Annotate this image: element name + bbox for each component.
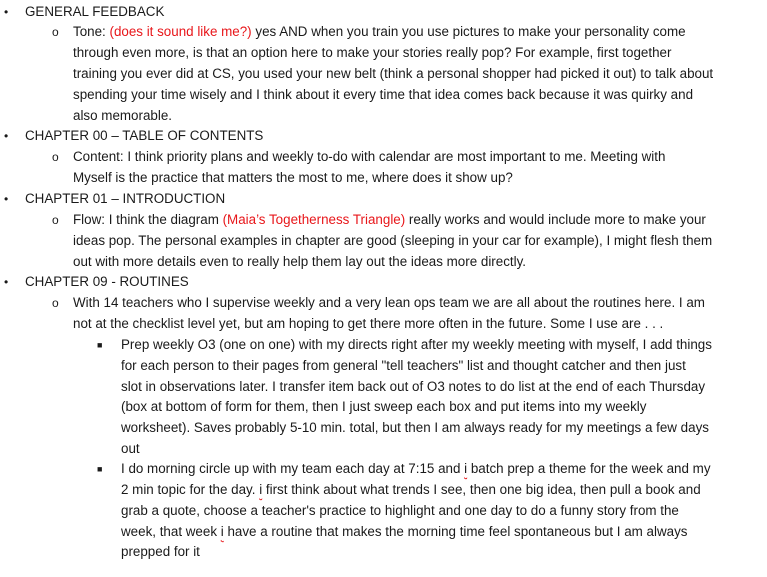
- circle-up-line-2-a: 2 min topic for the day.: [121, 482, 260, 497]
- o3-line-6: out: [121, 441, 140, 456]
- spellcheck-word[interactable]: i: [464, 461, 468, 476]
- tone-line-3: training you ever did at CS, you used your new belt (think a personal shopper had picked it out) to talk about: [73, 66, 714, 81]
- o3-line-2: for each person to their pages from general "tell teachers" list and thought catcher and then just: [121, 358, 686, 373]
- circle-up-line-1-a: I do morning circle up with my team each day at 7:15 and: [121, 461, 465, 476]
- flow-highlight: (Maia’s Togetherness Triangle): [222, 212, 406, 227]
- circle-up-line-1: [121, 459, 711, 479]
- section-heading-chapter-09: CHAPTER 09 - ROUTINES: [25, 274, 189, 289]
- tone-highlight: (does it sound like me?): [109, 24, 252, 39]
- tone-line-1: [73, 22, 686, 42]
- circle-up-line-4-b: have a routine that makes the morning time feel spontaneous but I am always: [223, 524, 688, 539]
- bullet-level1: •: [4, 5, 9, 19]
- circle-up-line-1-b: batch prep a theme for the week and my: [467, 461, 711, 476]
- o3-line-4: (box at bottom of form for them, then I just sweep each box and put items into my weekly: [121, 399, 647, 414]
- circle-up-line-3: grab a quote, choose a teacher's practice to highlight and one day to do a funny story from the: [121, 503, 679, 518]
- tone-line-4: spending your time wisely and I think about it every time that idea comes back because it was quirky and: [73, 87, 694, 102]
- circle-up-line-2-b: first think about what trends I see, then one big idea, then pull a book and: [262, 482, 701, 497]
- bullet-level2: o: [52, 25, 59, 39]
- tone-line-5: also memorable.: [73, 108, 172, 123]
- bullet-level3: ■: [97, 340, 103, 350]
- flow-label: Flow: I think the diagram: [73, 212, 223, 227]
- flow-line-1-rest: really works and would include more to make your: [405, 212, 706, 227]
- routines-line-2: not at the checklist level yet, but am hoping to get there more often in the future. Some I use are . . .: [73, 316, 664, 331]
- content-line-1: Content: I think priority plans and weekly to-do with calendar are most important to me. Meeting with: [73, 149, 666, 164]
- flow-line-2: ideas pop. The personal examples in chapter are good (sleeping in your car for example), I might flesh them: [73, 233, 713, 248]
- section-heading-chapter-01: CHAPTER 01 – INTRODUCTION: [25, 191, 226, 206]
- bullet-level1: •: [4, 275, 9, 289]
- routines-line-1: With 14 teachers who I supervise weekly and a very lean ops team we are all about the routines here. I am: [73, 295, 705, 310]
- bullet-level1: •: [4, 129, 9, 143]
- bullet-level2: o: [52, 213, 59, 227]
- spellcheck-word[interactable]: i: [220, 524, 224, 539]
- bullet-level1: •: [4, 192, 9, 206]
- flow-line-1: [73, 210, 706, 230]
- content-line-2: Myself is the practice that matters the most to me, where does it show up?: [73, 170, 513, 185]
- circle-up-line-4-a: week, that week: [121, 524, 221, 539]
- circle-up-line-4: [121, 522, 687, 542]
- tone-line-2: through even more, is that an option here to make your stories really pop? For example, first together: [73, 45, 672, 60]
- circle-up-line-5: prepped for it: [121, 544, 200, 559]
- bullet-level2: o: [52, 150, 59, 164]
- flow-line-3: out with more details even to really help them lay out the ideas more directly.: [73, 254, 527, 269]
- bullet-level3: ■: [97, 464, 103, 474]
- spellcheck-word[interactable]: i: [259, 482, 263, 497]
- o3-line-1: Prep weekly O3 (one on one) with my directs right after my weekly meeting with myself, I add things: [121, 337, 712, 352]
- section-heading-general-feedback: GENERAL FEEDBACK: [25, 4, 165, 19]
- o3-line-5: worksheet). Saves probably 5-10 min. total, but then I am always ready for my meetings a few days: [121, 420, 709, 435]
- section-heading-chapter-00: CHAPTER 00 – TABLE OF CONTENTS: [25, 128, 264, 143]
- bullet-level2: o: [52, 296, 59, 310]
- tone-label: Tone:: [73, 24, 110, 39]
- tone-line-1-rest: yes AND when you train you use pictures to make your personality come: [251, 24, 686, 39]
- o3-line-3: slot in observations later. I transfer item back out of O3 notes to do list at the end of each Thursday: [121, 379, 706, 394]
- circle-up-line-2: [121, 480, 701, 500]
